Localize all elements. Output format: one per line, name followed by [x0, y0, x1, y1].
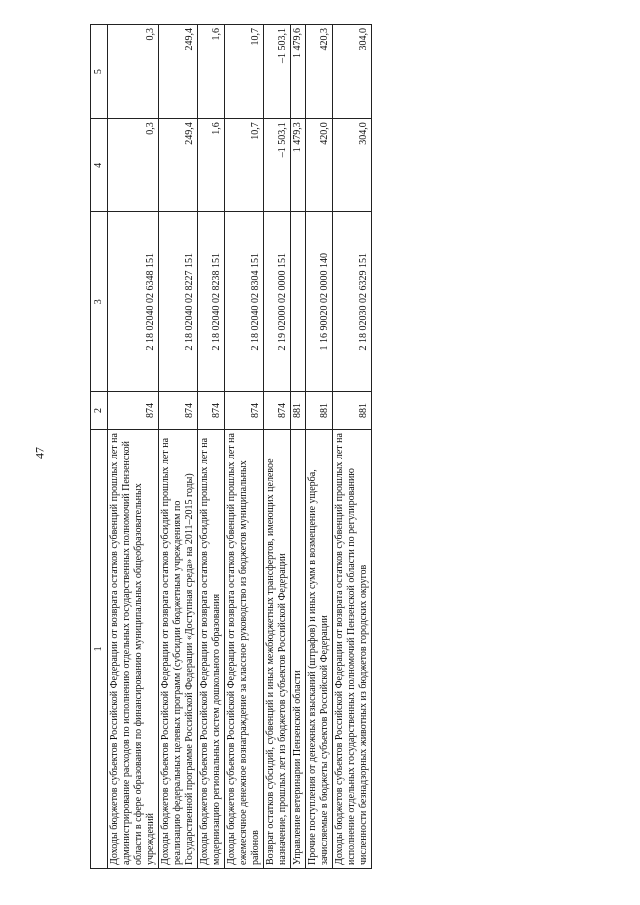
budget-class-code: 2 18 02040 02 8304 151 [225, 212, 264, 392]
revenue-name: Доходы бюджетов субъектов Российской Федерации от возврата остатков субсидий прошлых лет на реализацию федеральных целевых программ (субсидии бюджетным учреждениям по Государственной программе Российской Федерации «Доступная среда» на 2011–2015 годы) [159, 429, 198, 868]
page-number: 47 [32, 447, 47, 459]
plan-amount: 1,6 [198, 119, 225, 212]
table-row [333, 25, 372, 869]
budget-class-code [291, 212, 306, 392]
plan-amount: 0,3 [108, 119, 159, 212]
column-header: 3 [91, 212, 108, 392]
plan-amount: 1 479,3 [291, 119, 306, 212]
column-header: 1 [91, 429, 108, 868]
actual-amount: 1,6 [198, 25, 225, 119]
table-row [264, 25, 291, 869]
actual-amount: 420,3 [306, 25, 333, 119]
budget-class-code: 1 16 90020 02 0000 140 [306, 212, 333, 392]
table-row [198, 25, 225, 869]
plan-amount: –1 503,1 [264, 119, 291, 212]
actual-amount: 0,3 [108, 25, 159, 119]
budget-class-code: 2 18 02030 02 6329 151 [333, 212, 372, 392]
revenue-name: Доходы бюджетов субъектов Российской Федерации от возврата остатков субсидий прошлых лет на модернизацию региональных систем дошкольного образования [198, 429, 225, 868]
admin-code: 881 [306, 392, 333, 430]
plan-amount: 249,4 [159, 119, 198, 212]
budget-class-code: 2 18 02040 02 8227 151 [159, 212, 198, 392]
revenue-name: Доходы бюджетов субъектов Российской Федерации от возврата остатков субвенций прошлых лет на исполнение отдельных государственных полномочий Пензенской области по регулированию численности безнадзорных животных из бюджетов городских округов [333, 429, 372, 868]
budget-class-code: 2 18 02040 02 6348 151 [108, 212, 159, 392]
admin-code: 874 [198, 392, 225, 430]
revenue-name: Возврат остатков субсидий, субвенций и иных межбюджетных трансфертов, имеющих целевое назначение, прошлых лет из бюджетов субъектов Российской Федерации [264, 429, 291, 868]
revenue-name: Прочие поступления от денежных взысканий (штрафов) и иных сумм в возмещение ущерба, зачисляемые в бюджеты субъектов Российской Федерации [306, 429, 333, 868]
table-header-row [91, 25, 108, 869]
plan-amount: 10,7 [225, 119, 264, 212]
budget-class-code: 2 19 02000 02 0000 151 [264, 212, 291, 392]
table-row [291, 25, 306, 869]
revenue-name: Доходы бюджетов субъектов Российской Федерации от возврата остатков субвенций прошлых лет на ежемесячное денежное вознаграждение за классное руководство из бюджетов муниципальных районов [225, 429, 264, 868]
admin-code: 874 [108, 392, 159, 430]
admin-code: 874 [264, 392, 291, 430]
table-row [225, 25, 264, 869]
revenue-name: Управление ветеринарии Пензенской области [291, 429, 306, 868]
column-header: 2 [91, 392, 108, 430]
budget-class-code: 2 18 02040 02 8238 151 [198, 212, 225, 392]
budget-revenue-table [90, 24, 372, 869]
plan-amount: 304,0 [333, 119, 372, 212]
actual-amount: 1 479,6 [291, 25, 306, 119]
table-row [108, 25, 159, 869]
column-header: 4 [91, 119, 108, 212]
table-row [306, 25, 333, 869]
admin-code: 874 [159, 392, 198, 430]
actual-amount: 304,0 [333, 25, 372, 119]
rotated-table-container [90, 24, 372, 869]
plan-amount: 420,0 [306, 119, 333, 212]
actual-amount: 249,4 [159, 25, 198, 119]
actual-amount: 10,7 [225, 25, 264, 119]
admin-code: 874 [225, 392, 264, 430]
revenue-name: Доходы бюджетов субъектов Российской Федерации от возврата остатков субвенций прошлых лет на администрирование расходов по исполнению отдельных государственных полномочий Пензенской области в сфере образования по финансированию муниципальных общеобразовательных учреждений [108, 429, 159, 868]
actual-amount: –1 503,1 [264, 25, 291, 119]
admin-code: 881 [333, 392, 372, 430]
column-header: 5 [91, 25, 108, 119]
table-row [159, 25, 198, 869]
admin-code: 881 [291, 392, 306, 430]
